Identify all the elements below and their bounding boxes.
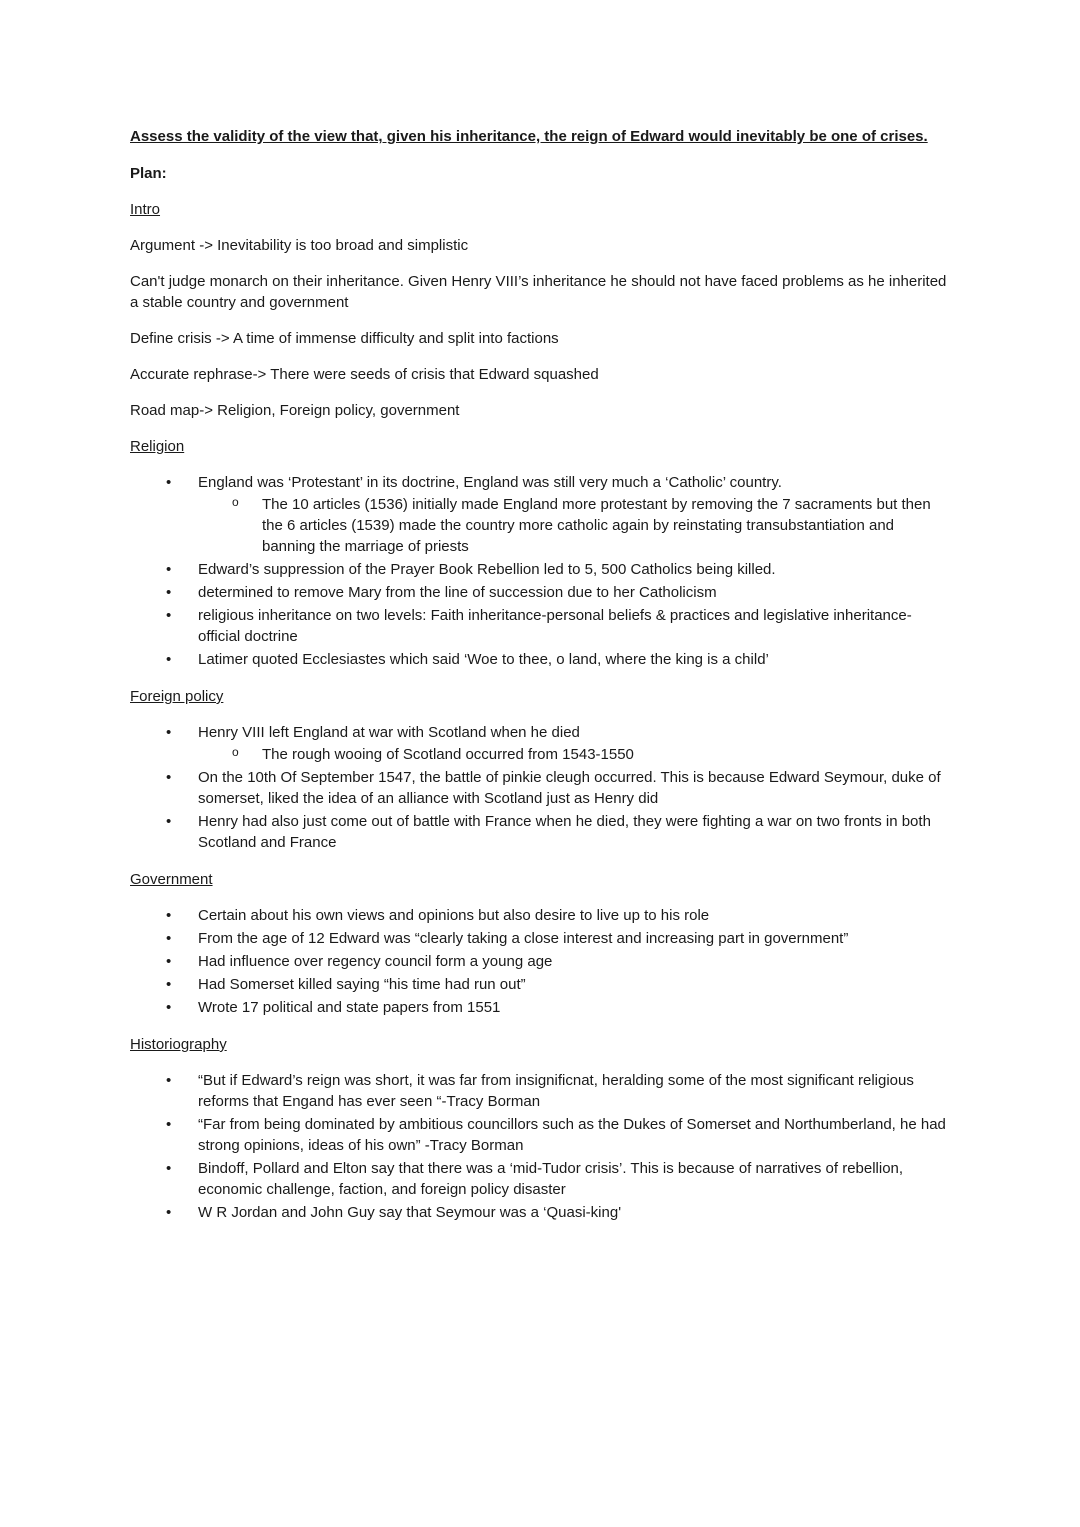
paragraph: Can't judge monarch on their inheritance. Given Henry VIII’s inheritance he should not have faced problems as he inherited a stable country and government — [130, 273, 947, 311]
section-heading-foreign-policy: Foreign policy — [130, 688, 224, 705]
bullet-item: • W R Jordan and John Guy say that Seymour was a ‘Quasi-king' — [130, 1202, 950, 1223]
sub-bullet-list — [198, 494, 950, 557]
bullet-item: • Henry had also just come out of battle with France when he died, they were fighting a war on two fronts in both Scotland and France — [130, 811, 950, 853]
sections — [130, 199, 950, 1223]
bullet-list — [130, 1070, 950, 1223]
bullet-item: • Wrote 17 political and state papers from 1551 — [130, 997, 950, 1018]
bullet-item: • Latimer quoted Ecclesiastes which said ‘Woe to thee, o land, where the king is a child’ — [130, 649, 950, 670]
bullet-item: • Bindoff, Pollard and Elton say that there was a ‘mid-Tudor crisis’. This is because of narratives of rebellion, economic challenge, faction, and foreign policy disaster — [130, 1158, 950, 1200]
bullet-item: • Edward’s suppression of the Prayer Book Rebellion led to 5, 500 Catholics being killed. — [130, 559, 950, 580]
bullet-item: • Had influence over regency council form a young age — [130, 951, 950, 972]
bullet-item: • England was ‘Protestant’ in its doctrine, England was still very much a ‘Catholic’ country. o The 10 articles (1536) initially made England more protestant by removing the 7 sacraments but then the 6 articles (1539) made the country more catholic again by reinstating transubstantiation and banning the marriage of priests — [130, 472, 950, 557]
bullet-item: • “Far from being dominated by ambitious councillors such as the Dukes of Somerset and Northumberland, he had strong opinions, ideas of his own” -Tracy Borman — [130, 1114, 950, 1156]
bullet-item: • From the age of 12 Edward was “clearly taking a close interest and increasing part in government” — [130, 928, 950, 949]
sub-bullet-item: o The rough wooing of Scotland occurred from 1543-1550 — [198, 744, 950, 765]
section-heading-religion: Religion — [130, 438, 185, 455]
section-heading-government: Government — [130, 871, 213, 888]
sub-bullet-list — [198, 744, 950, 765]
section-heading-intro: Intro — [130, 201, 161, 218]
bullet-item: • Certain about his own views and opinions but also desire to live up to his role — [130, 905, 950, 926]
paragraph: Define crisis -> A time of immense difficulty and split into factions — [130, 330, 559, 347]
paragraph: Accurate rephrase-> There were seeds of crisis that Edward squashed — [130, 366, 599, 383]
paragraph: Argument -> Inevitability is too broad and simplistic — [130, 237, 469, 254]
bullet-item: • religious inheritance on two levels: Faith inheritance-personal beliefs & practices and legislative inheritance-official doctrine — [130, 605, 950, 647]
bullet-list — [130, 722, 950, 853]
bullet-item: • On the 10th Of September 1547, the battle of pinkie cleugh occurred. This is because Edward Seymour, duke of somerset, liked the idea of an alliance with Scotland just as Henry did — [130, 767, 950, 809]
bullet-list — [130, 472, 950, 670]
bullet-item: • determined to remove Mary from the line of succession due to her Catholicism — [130, 582, 950, 603]
bullet-item: • “But if Edward’s reign was short, it was far from insignificnat, heralding some of the most significant religious reforms that Engand has ever seen “-Tracy Borman — [130, 1070, 950, 1112]
bullet-list — [130, 905, 950, 1018]
bullet-item: • Henry VIII left England at war with Scotland when he died o The rough wooing of Scotland occurred from 1543-1550 — [130, 722, 950, 765]
page-title: Assess the validity of the view that, given his inheritance, the reign of Edward would inevitably be one of crises. — [130, 128, 928, 145]
sub-bullet-item: o The 10 articles (1536) initially made England more protestant by removing the 7 sacraments but then the 6 articles (1539) made the country more catholic again by reinstating transubstantiation and banning the marriage of priests — [198, 494, 950, 557]
paragraph: Road map-> Religion, Foreign policy, government — [130, 402, 460, 419]
plan-label: Plan: — [130, 165, 167, 182]
bullet-item: • Had Somerset killed saying “his time had run out” — [130, 974, 950, 995]
section-heading-historiography: Historiography — [130, 1036, 227, 1053]
